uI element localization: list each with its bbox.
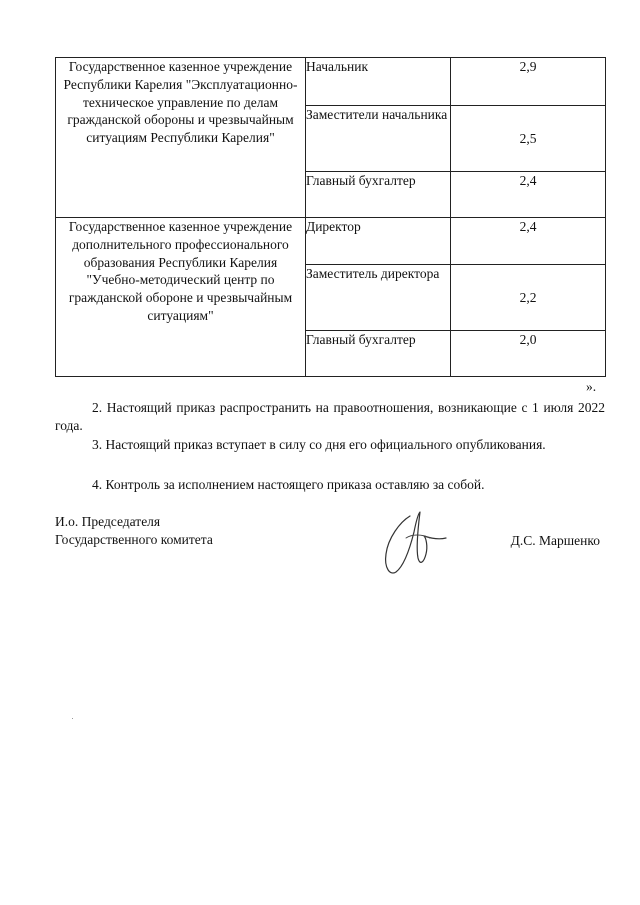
position-title: Заместитель директора xyxy=(306,265,451,331)
org-name-2: Государственное казенное учреждение дополнительного профессионального образования Республики Карелия "Учебно-методический центр по гражданской обороне и чрезвычайным ситуациям" xyxy=(56,218,306,377)
coefficient-value: 2,9 xyxy=(451,58,606,106)
table-row xyxy=(56,58,606,106)
handwritten-signature xyxy=(380,508,450,580)
signatory-title xyxy=(55,513,213,549)
paragraph-4: 4. Контроль за исполнением настоящего приказа оставляю за собой. xyxy=(92,477,485,492)
positions-table xyxy=(55,57,606,377)
coefficient-value: 2,4 xyxy=(451,218,606,265)
org-name-1: Государственное казенное учреждение Республики Карелия "Эксплуатационно-техническое управление по делам гражданской обороны и чрезвычайным ситуациям Республики Карелия" xyxy=(56,58,306,218)
coefficient-value: 2,5 xyxy=(451,106,606,172)
position-title: Начальник xyxy=(306,58,451,106)
signatory-title-line1: И.о. Председателя xyxy=(55,514,161,529)
table-row xyxy=(56,218,606,265)
position-title: Заместители начальника xyxy=(306,106,451,172)
paragraph-3: 3. Настоящий приказ вступает в силу со дня его официального опубликования. xyxy=(92,437,546,452)
signatory-name: Д.С. Маршенко xyxy=(510,533,600,548)
position-title: Главный бухгалтер xyxy=(306,331,451,377)
coefficient-value: 2,0 xyxy=(451,331,606,377)
paragraph-2: 2. Настоящий приказ распространить на правоотношения, возникающие с 1 июля 2022 года. xyxy=(55,400,605,433)
position-title: Главный бухгалтер xyxy=(306,172,451,218)
position-title: Директор xyxy=(306,218,451,265)
coefficient-value: 2,2 xyxy=(451,265,606,331)
signatory-title-line2: Государственного комитета xyxy=(55,532,213,548)
coefficient-value: 2,4 xyxy=(451,172,606,218)
scan-speck xyxy=(72,718,73,719)
closing-quote-mark: ». xyxy=(586,379,597,394)
